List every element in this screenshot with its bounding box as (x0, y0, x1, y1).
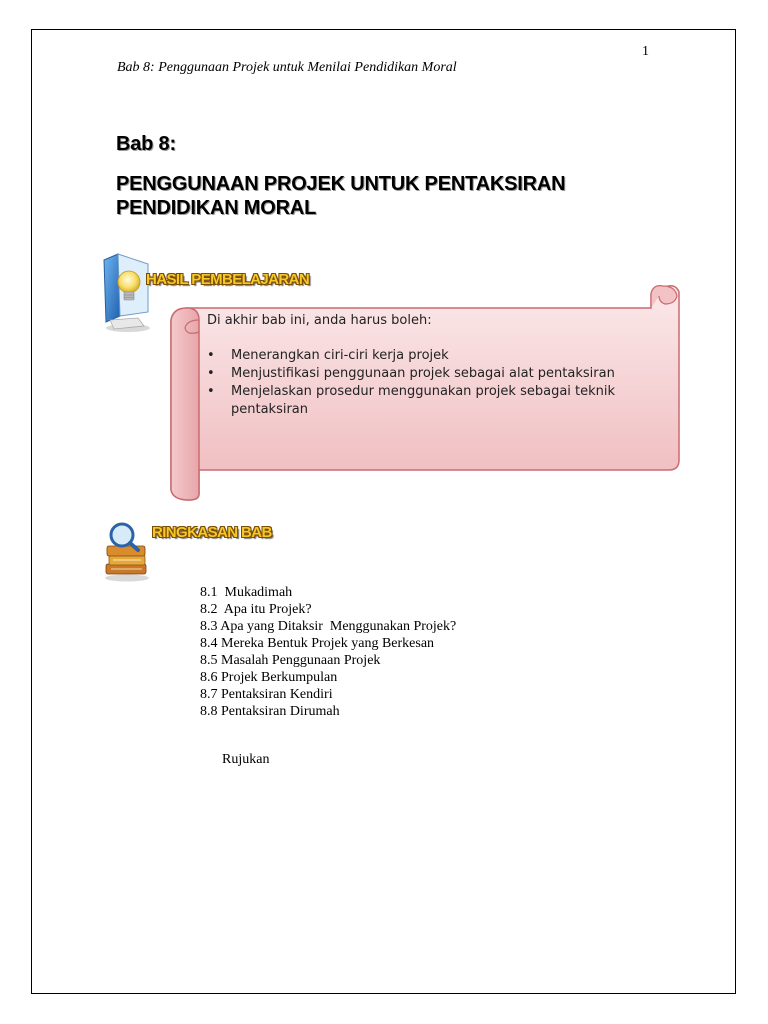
outcomes-content (207, 313, 647, 419)
chapter-summary-list (200, 584, 456, 720)
chapter-label: Bab 8: (116, 133, 176, 155)
list-item: 8.1 Mukadimah (200, 585, 293, 600)
chapter-summary-heading: RINGKASAN BAB (152, 524, 272, 541)
list-item: • Menjelaskan prosedur menggunakan projek sebagai teknik pentaksiran (207, 383, 647, 419)
running-header: Bab 8: Penggunaan Projek untuk Menilai Pendidikan Moral (117, 60, 457, 75)
list-item: 8.7 Pentaksiran Kendiri (200, 687, 333, 702)
list-item: 8.3 Apa yang Ditaksir Menggunakan Projek? (200, 619, 457, 634)
references-label: Rujukan (222, 752, 270, 767)
list-item: 8.5 Masalah Penggunaan Projek (200, 653, 381, 668)
list-item: 8.6 Projek Berkumpulan (200, 670, 338, 685)
list-item: • Menjustifikasi penggunaan projek sebagai alat pentaksiran (207, 365, 647, 383)
list-item: 8.2 Apa itu Projek? (200, 602, 312, 617)
list-item: 8.8 Pentaksiran Dirumah (200, 704, 340, 719)
outcomes-intro: Di akhir bab ini, anda harus boleh: (207, 313, 432, 328)
list-item: 8.4 Mereka Bentuk Projek yang Berkesan (200, 636, 435, 651)
chapter-title: PENGGUNAAN PROJEK UNTUK PENTAKSIRAN PENDIDIKAN MORAL (116, 173, 566, 219)
outcomes-list (207, 347, 647, 419)
page-number: 1 (642, 44, 649, 59)
lightbulb-monitor-icon (98, 250, 154, 334)
list-item: • Menerangkan ciri-ciri kerja projek (207, 347, 647, 365)
magnifier-books-icon (100, 518, 154, 582)
learning-outcomes-heading: HASIL PEMBELAJARAN (146, 271, 310, 288)
